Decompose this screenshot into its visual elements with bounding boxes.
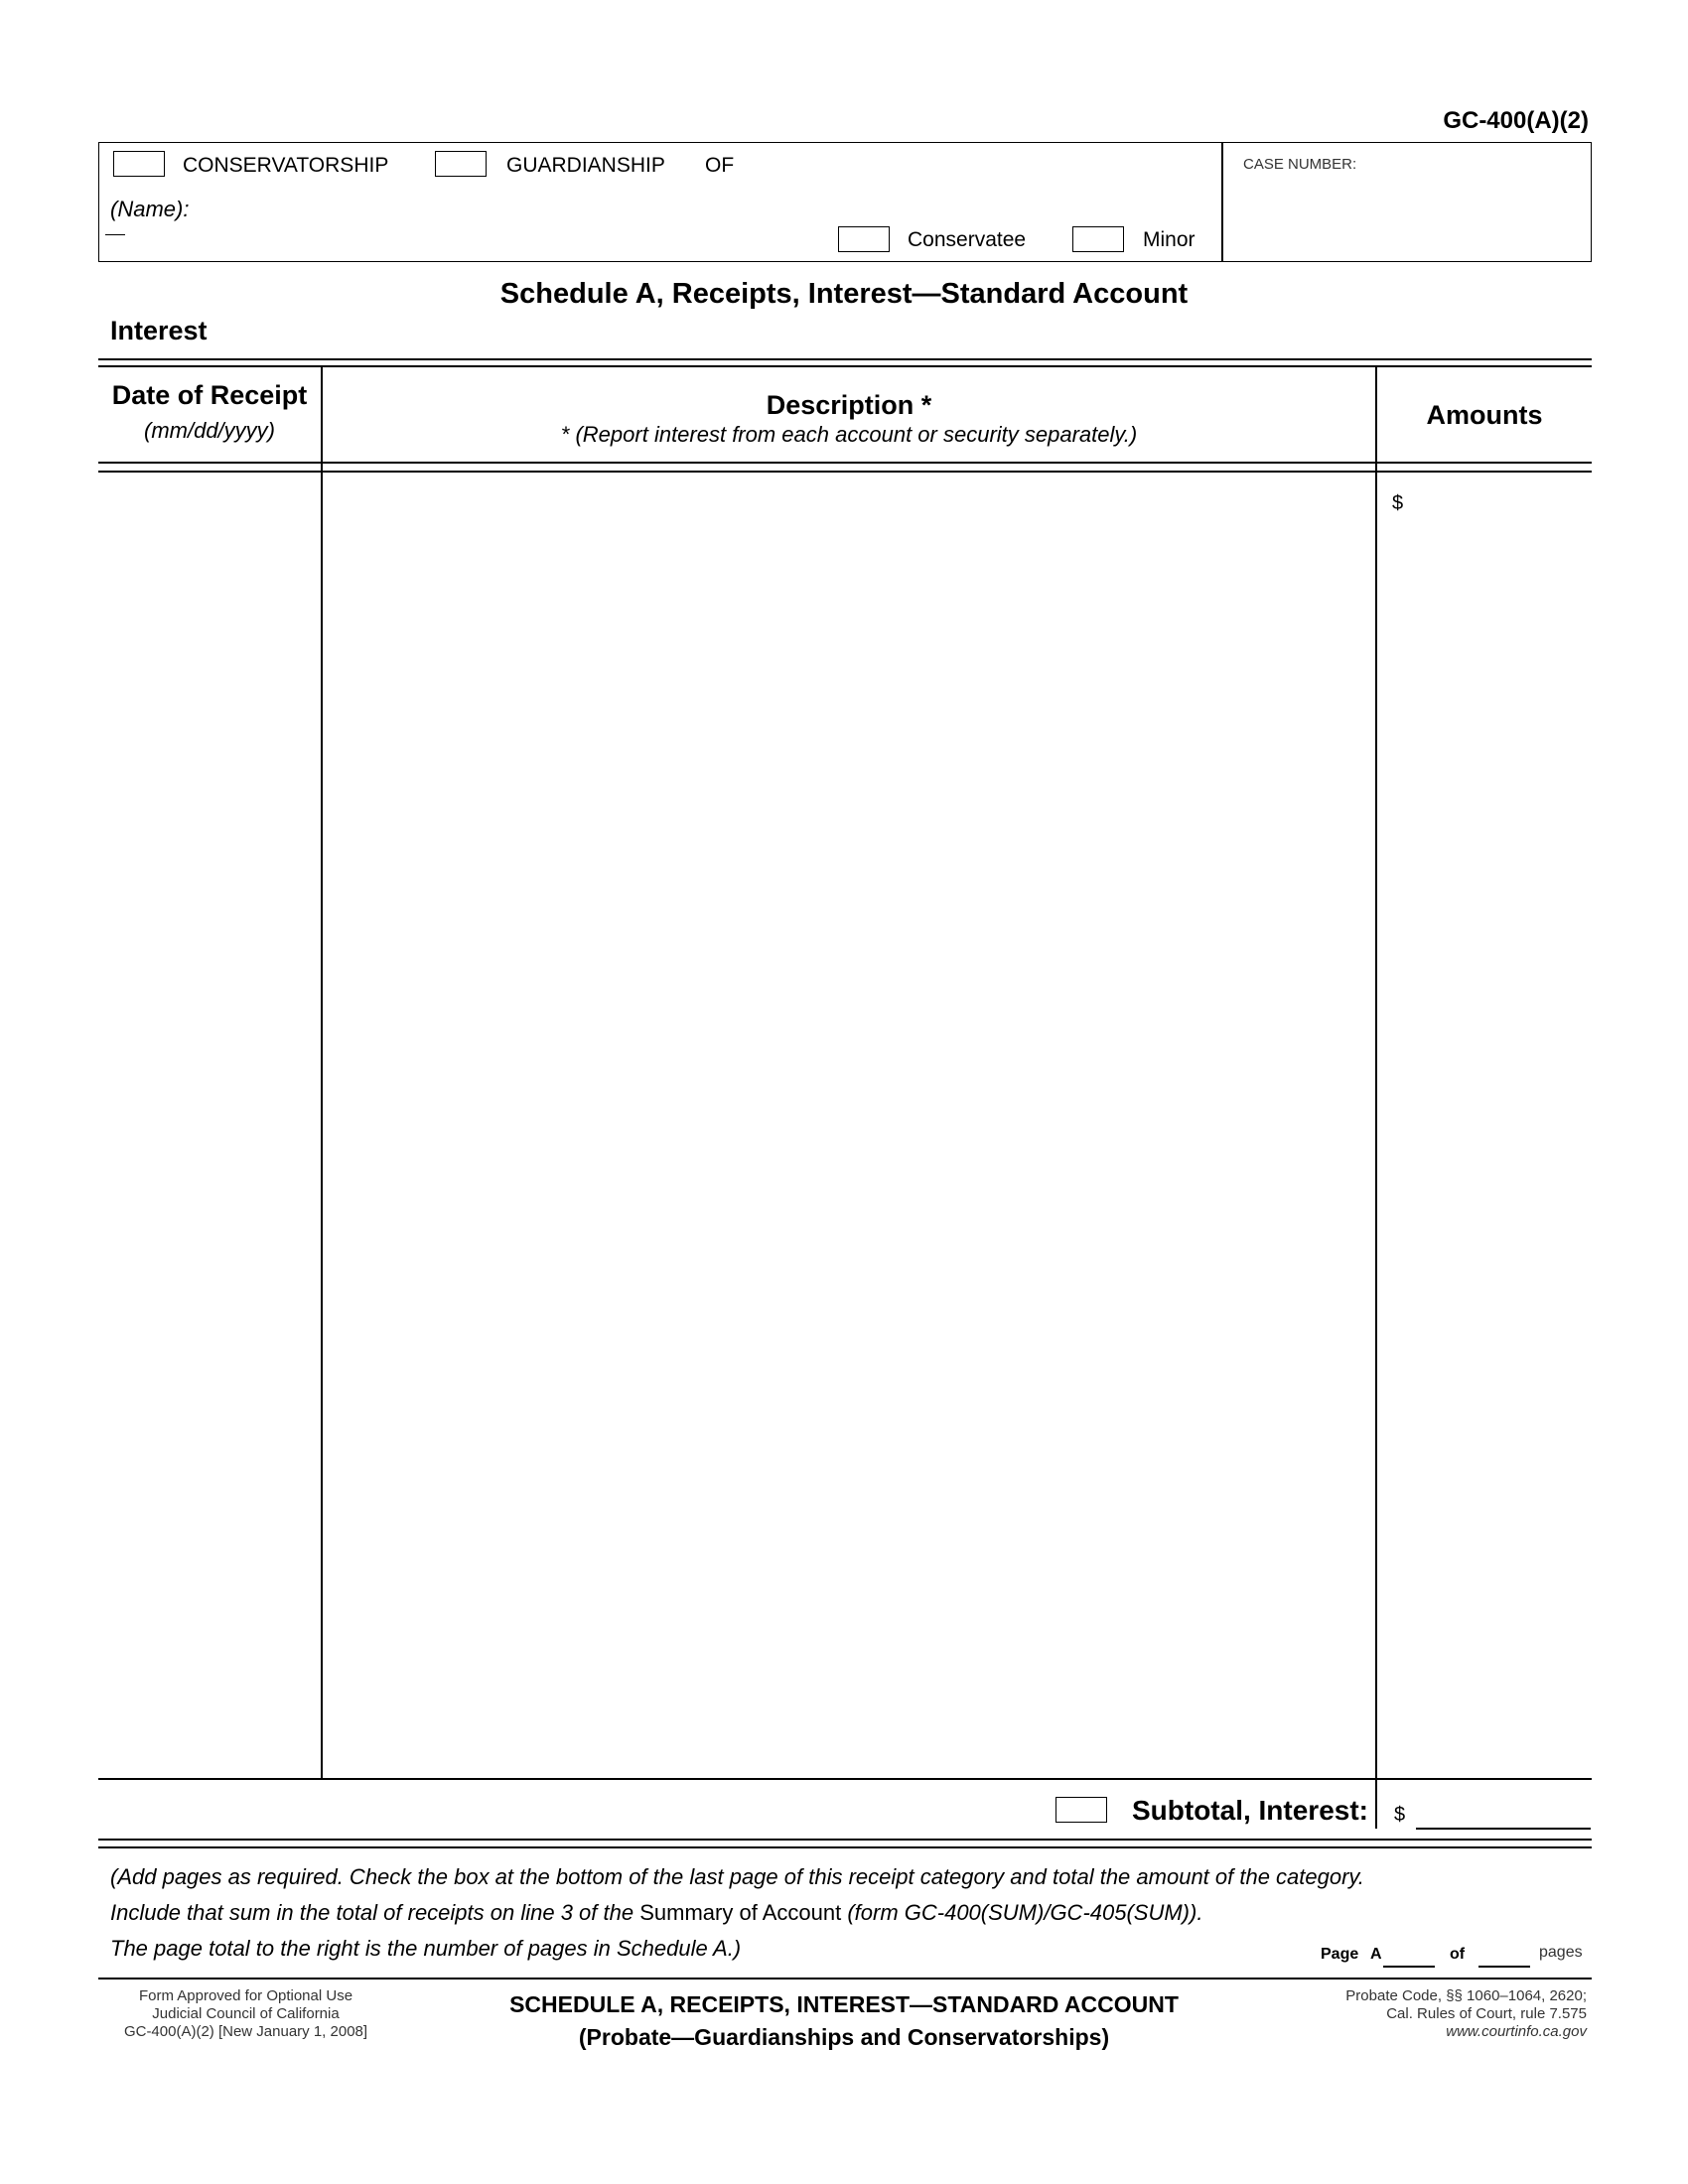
amount-currency-symbol: $ bbox=[1392, 492, 1404, 514]
total-pages-input[interactable] bbox=[1478, 1941, 1530, 1965]
instructions-line-2-c: (form GC-400(SUM)/GC-405(SUM)). bbox=[841, 1900, 1203, 1925]
footer-center-line-2: (Probate—Guardianships and Conservatorships) bbox=[578, 2024, 1110, 2050]
footer-right-line-1: Probate Code, §§ 1060–1064, 2620; bbox=[1345, 1987, 1587, 2004]
case-number-input[interactable] bbox=[1241, 179, 1579, 248]
schedule-letter: A bbox=[1370, 1946, 1382, 1963]
description-entries-area[interactable] bbox=[325, 475, 1373, 1777]
footer-center-line-1: SCHEDULE A, RECEIPTS, INTEREST—STANDARD ACCOUNT bbox=[509, 1991, 1179, 2017]
footer-left-line-3: GC-400(A)(2) [New January 1, 2008] bbox=[123, 2023, 368, 2040]
total-pages-underline bbox=[1478, 1966, 1530, 1968]
guardianship-checkbox[interactable] bbox=[435, 151, 487, 177]
date-entries-area[interactable] bbox=[100, 475, 319, 1777]
conservatorship-label: CONSERVATORSHIP bbox=[183, 154, 389, 177]
minor-label: Minor bbox=[1143, 228, 1196, 251]
instructions-line-3: The page total to the right is the number of pages in Schedule A.) bbox=[110, 1936, 742, 1961]
name-label: (Name): bbox=[110, 197, 190, 221]
name-dash bbox=[105, 234, 125, 235]
of-pages-label: of bbox=[1450, 1946, 1466, 1963]
subtotal-label: Subtotal, Interest: bbox=[1131, 1795, 1368, 1826]
subtotal-bottom-rule-2 bbox=[98, 1846, 1592, 1848]
col-divider-date bbox=[321, 365, 323, 1780]
col-amount-header: Amounts bbox=[1426, 400, 1543, 430]
subtotal-currency-symbol: $ bbox=[1394, 1804, 1406, 1826]
section-label: Interest bbox=[110, 316, 208, 345]
form-id: GC-400(A)(2) bbox=[1443, 107, 1589, 134]
page-number-underline bbox=[1383, 1966, 1435, 1968]
page-number-input[interactable] bbox=[1383, 1941, 1435, 1965]
conservatorship-checkbox[interactable] bbox=[113, 151, 165, 177]
page-label: Page bbox=[1321, 1946, 1359, 1963]
instructions-line-2-a: Include that sum in the total of receipts on line 3 of the bbox=[110, 1900, 640, 1925]
caption-divider bbox=[1221, 142, 1223, 262]
instructions-line-2 bbox=[110, 1900, 1202, 1926]
footer-left-line-1: Form Approved for Optional Use bbox=[138, 1987, 353, 2004]
col-date-sub: (mm/dd/yyyy) bbox=[144, 418, 275, 443]
pages-label: pages bbox=[1539, 1944, 1583, 1961]
instructions-line-1: (Add pages as required. Check the box at the bottom of the last page of this receipt category and total the amount of the category. bbox=[110, 1864, 1364, 1889]
amount-entries-area[interactable] bbox=[1410, 486, 1589, 1777]
footer-right-line-2: Cal. Rules of Court, rule 7.575 bbox=[1386, 2005, 1587, 2022]
footer-left bbox=[104, 1987, 387, 2041]
minor-checkbox[interactable] bbox=[1072, 226, 1124, 252]
guardianship-label: GUARDIANSHIP bbox=[506, 154, 665, 177]
page-title: Schedule A, Receipts, Interest—Standard Account bbox=[499, 278, 1189, 310]
footer-right bbox=[1269, 1987, 1587, 2041]
subtotal-top-rule bbox=[98, 1778, 1592, 1780]
col-desc-sub: * (Report interest from each account or security separately.) bbox=[560, 422, 1138, 447]
col-date-header: Date of Receipt bbox=[111, 380, 308, 410]
subtotal-underline bbox=[1416, 1828, 1591, 1830]
footer-rule bbox=[98, 1978, 1592, 1979]
table-top-rule-1 bbox=[98, 358, 1592, 360]
conservatee-checkbox[interactable] bbox=[838, 226, 890, 252]
col-divider-amount bbox=[1375, 365, 1377, 1829]
name-input[interactable] bbox=[228, 195, 824, 222]
case-number-label: CASE NUMBER: bbox=[1243, 156, 1357, 173]
footer-website-link[interactable]: www.courtinfo.ca.gov bbox=[1446, 2023, 1587, 2040]
col-desc-header: Description * bbox=[766, 390, 932, 420]
last-page-checkbox[interactable] bbox=[1055, 1797, 1107, 1823]
footer-left-line-2: Judicial Council of California bbox=[152, 2005, 340, 2022]
subtotal-bottom-rule-1 bbox=[98, 1839, 1592, 1841]
subtotal-input[interactable] bbox=[1416, 1793, 1591, 1827]
conservatee-label: Conservatee bbox=[908, 228, 1027, 251]
instructions-summary-ref: Summary of Account bbox=[639, 1900, 842, 1925]
of-label: OF bbox=[705, 154, 735, 177]
footer-center bbox=[417, 1988, 1271, 2054]
